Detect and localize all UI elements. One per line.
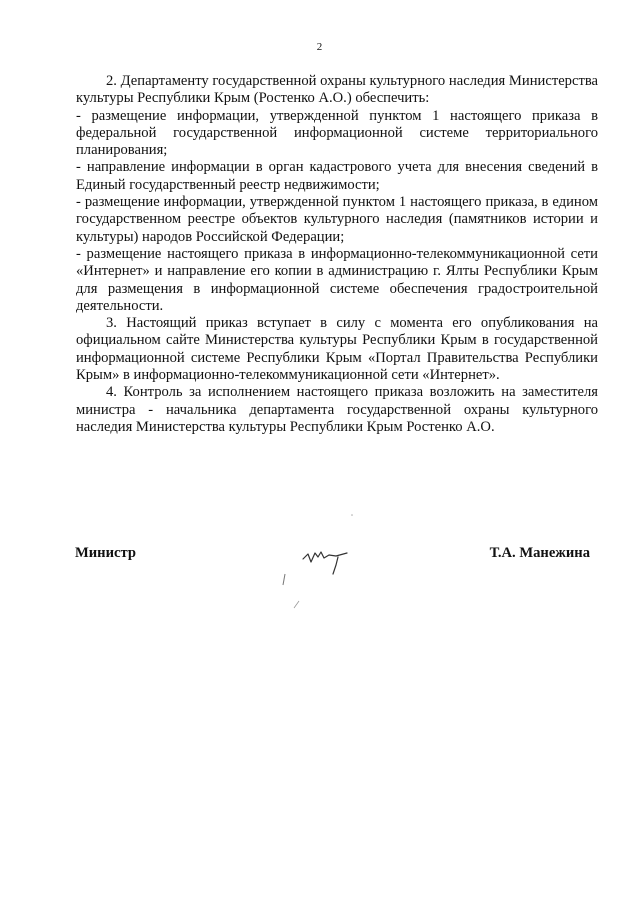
bullet-heritage-registry: - размещение информации, утвержденной пунктом 1 настоящего приказа, в едином государственном реестре объектов культурного наследия (памятников истории и культуры) народов Российской Федерации;	[76, 194, 598, 245]
paragraph-item-2: 2. Департаменту государственной охраны культурного наследия Министерства культуры Республики Крым (Ростенко А.О.) обеспечить:	[76, 73, 598, 107]
document-body	[76, 73, 598, 436]
bullet-federal-system: - размещение информации, утвержденной пунктом 1 настоящего приказа в федеральной государственной информационной системе территориального планирования;	[76, 107, 598, 159]
signatory-title: Министр	[75, 545, 136, 561]
paragraph-item-3: 3. Настоящий приказ вступает в силу с момента его опубликования на официальном сайте Министерства культуры Республики Крым в государственной информационной системе Республики Крым «Портал Правительства Республики Крым» в информационно-телекоммуникационной сети «Интернет».	[76, 315, 598, 384]
scan-mark	[293, 600, 301, 610]
handwritten-signature	[300, 548, 370, 578]
scan-mark	[281, 573, 287, 587]
bullet-cadastral: - направление информации в орган кадастрового учета для внесения сведений в Единый государственный реестр недвижимости;	[76, 159, 598, 193]
bullet-internet-publication: - размещение настоящего приказа в информационно-телекоммуникационной сети «Интернет» и направление его копии в администрацию г. Ялты Республики Крым для размещения в информационной системе обеспечения градостроительной деятельности.	[76, 245, 598, 314]
signatory-name: Т.А. Манежина	[489, 545, 590, 561]
paragraph-item-4: 4. Контроль за исполнением настоящего приказа возложить на заместителя министра - начальника департамента государственной охраны культурного наследия Министерства культуры Республики Крым Ростенко А.О.	[76, 384, 598, 435]
page-number: 2	[316, 41, 323, 53]
scan-mark	[350, 513, 354, 517]
